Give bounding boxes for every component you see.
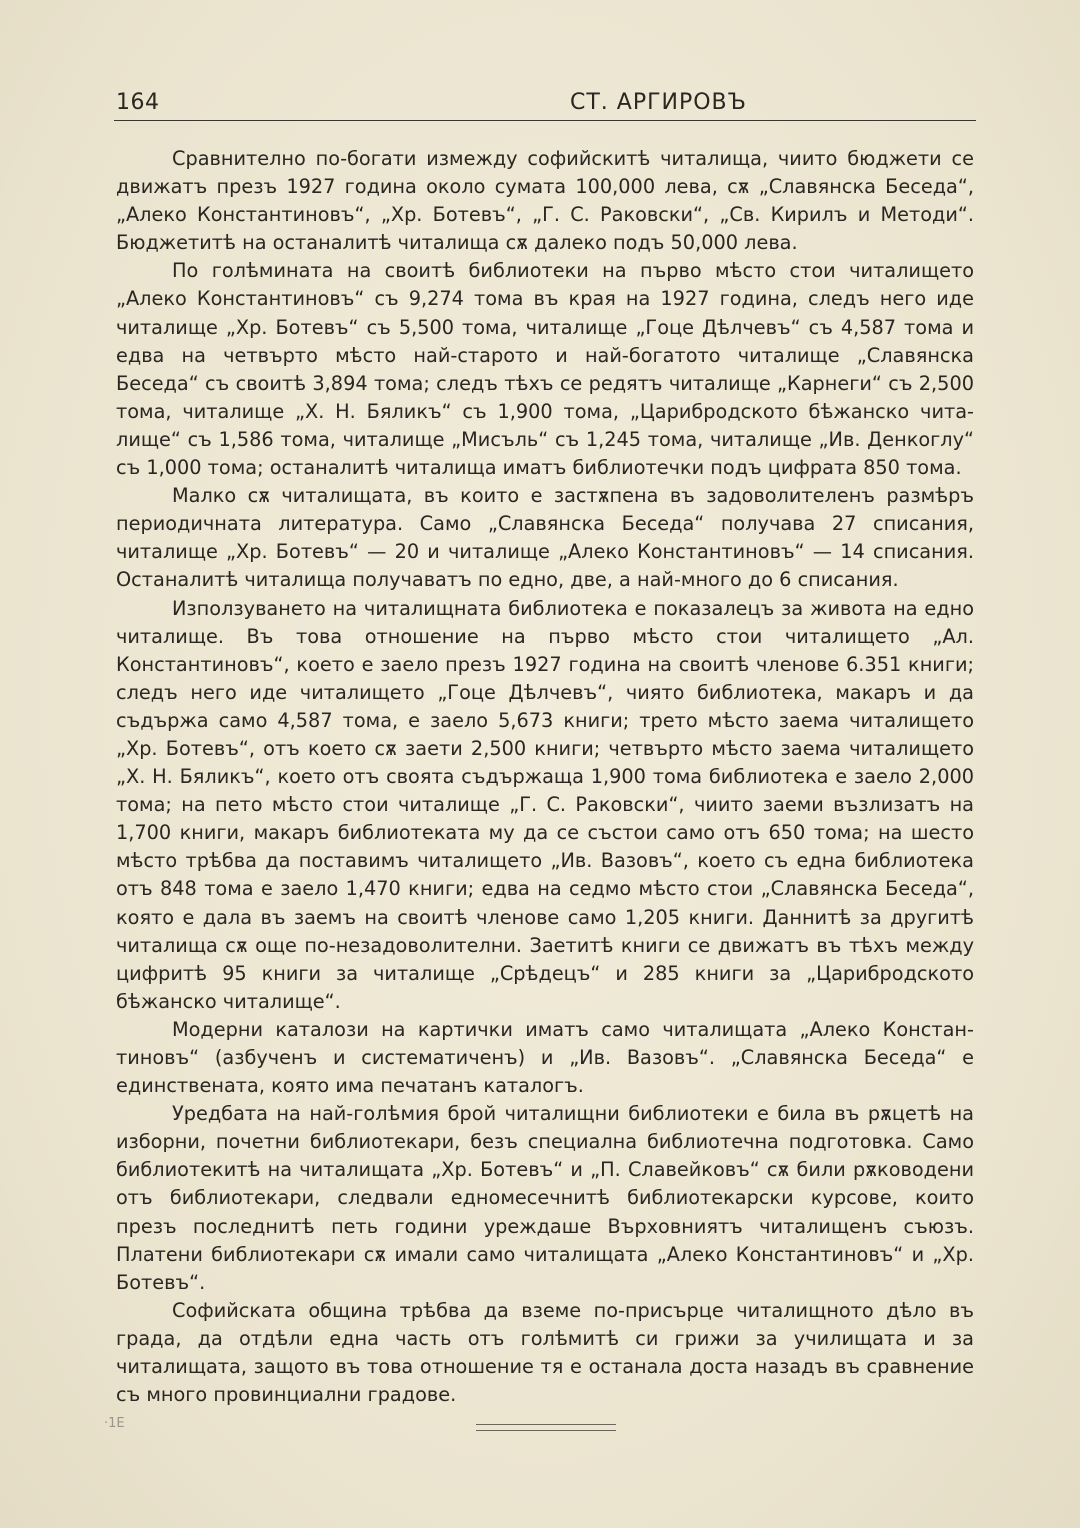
running-head-author: СТ. АРГИРОВЪ [570, 90, 747, 115]
page-number: 164 [116, 90, 160, 115]
footer-double-rule [476, 1424, 616, 1431]
paragraph-librarians: Уредбата на най-голѣмия брой читалищни библиотеки е била въ рѫцетѣ на изборни, почетни библиотекари, безъ специална библиотечна подготовка. Само библиотекитѣ на читалищата „Хр. Ботевъ“ и „П. Славейковъ“ сѫ били рѫководени отъ библиотекари, следвали едномесечнитѣ библиотекарски курсове, които презъ последнитѣ петь години уреждаше Върховниятъ читалищенъ съюзъ. Платени библиотекари сѫ имали само читалищата „Алеко Константиновъ“ и „Хр. Ботевъ“. [116, 1102, 974, 1294]
paragraph-budgets: Сравнително по-богати измежду софийскитѣ читалища, чиито бюджети се движатъ презъ 1927 година около сумата 100,000 лева, сѫ „Славянска Беседа“, „Алеко Константиновъ“, „Хр. Ботевъ“, „Г. С. Раковски“, „Св. Кирилъ и Методи“. Бюджетитѣ на останалитѣ читалища сѫ далеко подъ 50,000 лева. [116, 147, 974, 255]
paragraph-periodicals: Малко сѫ читалищата, въ които е застѫпена въ задоволителенъ размѣръ периодичната литература. Само „Славянска Беседа“ получава 27 списания, читалище „Хр. Ботевъ“ — 20 и читалище „Алеко Константиновъ“ — 14 списания. Останалитѣ читалища получаватъ по едно, две, а най-много до 6 списания. [116, 484, 974, 592]
paragraph-library-usage: Използуването на читалищната библиотека е показалецъ за живота на едно читалище. Въ това отношение на първо мѣсто стои читалището „Ал. Константиновъ“, което е заело презъ 1927 година на своитѣ членове 6.351 книги; следъ него иде читалището „Гоце Дѣлчевъ“, чиято библиотека, макаръ и да съдържа само 4,587 тома, е заело 5,673 книги; трето мѣсто заема читалището „Хр. Ботевъ“, отъ което сѫ заети 2,500 книги; четвърто мѣсто заема читалището „Х. Н. Бяликъ“, което отъ своята съдържаща 1,900 тома библиотека е заело 2,000 тома; на пето мѣсто стои читалище „Г. С. Раковски“, чиито заеми възлизатъ на 1,700 книги, макаръ библиотеката му да се състои само отъ 650 тома; на шесто мѣсто трѣбва да поставимъ читалището „Ив. Вазовъ“, което съ една библиотека отъ 848 тома е заело 1,470 книги; едва на седмо мѣсто стои „Славянска Беседа“, която е дала въ заемъ на своитѣ членове само 1,205 книги. Даннитѣ за другитѣ читалища сѫ още по-незадоволителни. Заетитѣ книги се движатъ въ тѣхъ между цифритѣ 95 книги за читалище „Срѣдецъ“ и 285 книги за „Царибродското бѣжанско читалище“. [116, 596, 974, 1013]
paragraph-municipality: Софийската община трѣбва да вземе по-присърце читалищното дѣло въ града, да отдѣли една часть отъ голѣмитѣ си грижи за училищата и за читалищата, защото въ това отношение тя е останала доста назадъ въ сравнение съ много провинциални градове. [116, 1298, 974, 1407]
paragraph-catalogues: Модерни каталози на картички иматъ само читалищата „Алеко Константиновъ“ (азбученъ и систематиченъ) и „Ив. Вазовъ“. „Славянска Беседа“ е единствената, която има печатанъ каталогъ. [116, 1017, 974, 1098]
paragraph-library-size: По голѣмината на своитѣ библиотеки на първо мѣсто стои читалището „Алеко Константиновъ“ съ 9,274 тома въ края на 1927 година, следъ него иде читалище „Хр. Ботевъ“ съ 5,500 тома, читалище „Гоце Дѣлчевъ“ съ 4,587 тома и едва на четвърто мѣсто най-старото и най-богатото читалище „Славянска Беседа“ съ своитѣ 3,894 тома; следъ тѣхъ се редятъ читалище „Карнеги“ съ 2,500 тома, читалище „Х. Н. Бяликъ“ съ 1,900 тома, „Царибродското бѣжанско читалище“ съ 1,586 тома, читалище „Мисъль“ съ 1,245 тома, читалище „Ив. Денкоглу“ съ 1,000 тома; останалитѣ читалища иматъ библиотечки подъ цифрата 850 тома. [116, 259, 974, 480]
body-text [116, 145, 974, 1409]
page-header [114, 84, 976, 121]
corner-mark: ·1Е [104, 1416, 125, 1431]
